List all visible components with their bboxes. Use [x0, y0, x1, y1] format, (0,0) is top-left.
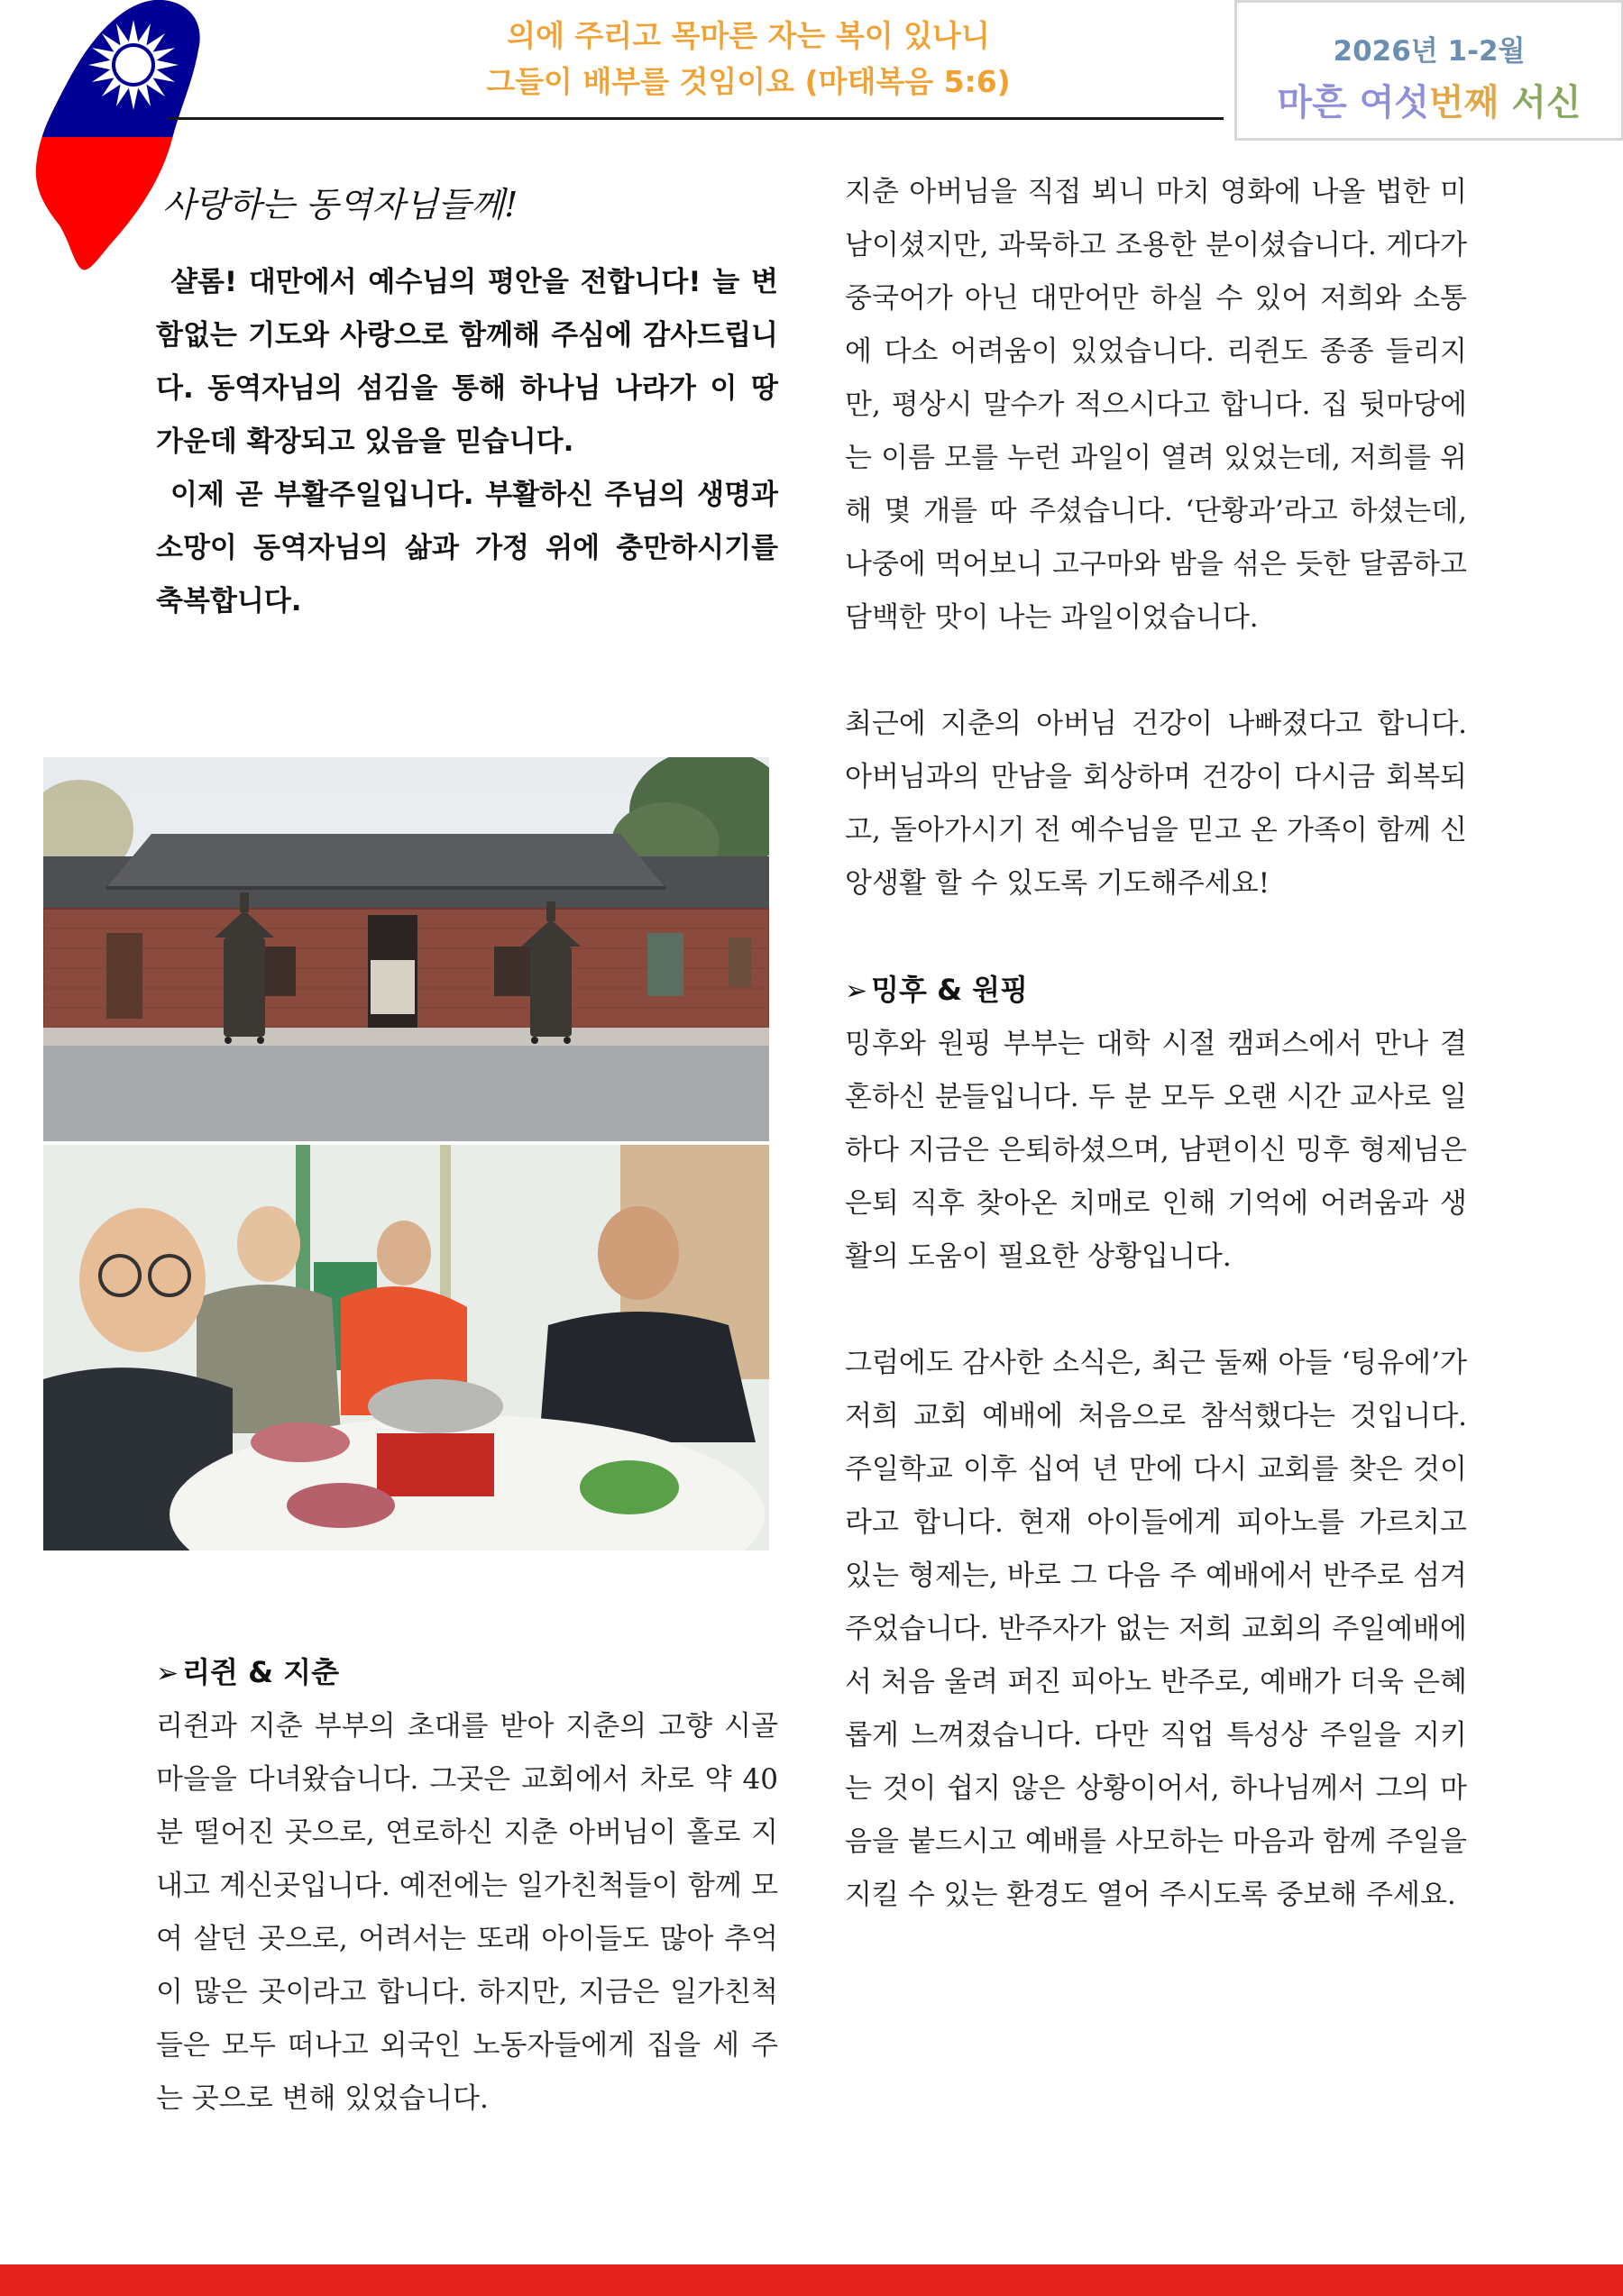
section-heading — [156, 1646, 778, 1700]
section-title: 밍후 & 원핑 — [871, 973, 1028, 1007]
taiwan-flag-map-icon — [27, 0, 207, 279]
right-column — [845, 166, 1467, 1922]
series-part-2: 번째 — [1429, 82, 1499, 123]
section-heading-minghu — [845, 964, 1467, 1018]
section2-paragraph-1: 밍후와 원핑 부부는 대학 시절 캠퍼스에서 만나 결혼하신 분들입니다. 두 분 모두 오랜 시간 교사로 일하다 지금은 은퇴하셨으며, 남편이신 밍후 형제님은 은퇴 직후 찾아온 치매로 인해 기억에 어려움과 생활의 도움이 필요한 상황입니다. — [845, 1028, 1467, 1273]
column2-paragraph-2: 최근에 지춘의 아버님 건강이 나빠졌다고 합니다. 아버님과의 만남을 회상하며 건강이 다시금 회복되고, 돌아가시기 전 예수님을 믿고 온 가족이 함께 신앙생활 할 수 있도록 기도해주세요! — [845, 708, 1467, 900]
lead-paragraph-2: 이제 곧 부활주일입니다. 부활하신 주님의 생명과 소망이 동역자님의 삶과 가정 위에 충만하시기를 축복합니다. — [156, 479, 778, 617]
header-divider — [167, 117, 1224, 120]
arrow-icon: ➢ — [845, 975, 868, 1007]
greeting: 사랑하는 동역자님들께! — [162, 185, 518, 224]
header-verse — [298, 13, 1199, 105]
village-house-photo — [43, 757, 769, 1141]
section-title: 리쥔 & 지춘 — [182, 1655, 339, 1689]
issue-box — [1234, 0, 1623, 141]
footer-bar — [0, 2264, 1623, 2296]
series-part-3: 서신 — [1499, 82, 1582, 123]
dinner-group-photo — [43, 1145, 769, 1550]
arrow-icon: ➢ — [156, 1658, 179, 1689]
issue-date: 2026년 1-2월 — [1333, 35, 1526, 68]
section1-paragraph-1: 리쥔과 지춘 부부의 초대를 받아 지춘의 고향 시골 마을을 다녀왔습니다. 그곳은 교회에서 차로 약 40분 떨어진 곳으로, 연로하신 지춘 아버님이 홀로 지내고 계신곳입니다. 예전에는 일가친척들이 함께 모여 살던 곳으로, 어려서는 또래 아이들도 많아 추억이 많은 곳이라고 합니다. 하지만, 지금은 일가친척들은 모두 떠나고 외국인 노동자들에게 집을 세 주는 곳으로 변해 있었습니다. — [156, 1710, 778, 2115]
verse-line-1: 의에 주리고 목마른 자는 복이 있나니 — [507, 18, 990, 53]
section-lijun-jichun — [156, 1646, 778, 2126]
verse-line-2: 그들이 배부를 것임이요 (마태복음 5:6) — [486, 64, 1011, 99]
issue-series — [1237, 74, 1621, 125]
section2-paragraph-2: 그럼에도 감사한 소식은, 최근 둘째 아들 ‘팅유에’가 저희 교회 예배에 처음으로 참석했다는 것입니다. 주일학교 이후 십여 년 만에 다시 교회를 찾은 것이라고 합니다. 현재 아이들에게 피아노를 가르치고 있는 형제는, 바로 그 다음 주 예배에서 반주로 섬겨 주었습니다. 반주자가 없는 저희 교회의 주일예배에서 처음 울려 퍼진 피아노 반주로, 예배가 더욱 은혜롭게 느껴졌습니다. 다만 직업 특성상 주일을 지키는 것이 쉽지 않은 상황이어서, 하나님께서 그의 마음을 붙드시고 예배를 사모하는 마음과 함께 주일을 지킬 수 있는 환경도 열어 주시도록 중보해 주세요. — [845, 1347, 1467, 1911]
series-part-1: 마흔 여섯 — [1277, 82, 1429, 123]
lead-paragraph-1: 샬롬! 대만에서 예수님의 평안을 전합니다! 늘 변함없는 기도와 사랑으로 함께해 주심에 감사드립니다. 동역자님의 섬김을 통해 하나님 나라가 이 땅 가운데 확장되고 있음을 믿습니다. — [156, 266, 778, 458]
lead-paragraphs — [156, 256, 778, 628]
column2-paragraph-1: 지춘 아버님을 직접 뵈니 마치 영화에 나올 법한 미남이셨지만, 과묵하고 조용한 분이셨습니다. 게다가 중국어가 아닌 대만어만 하실 수 있어 저희와 소통에 다소 어려움이 있었습니다. 리쥔도 종종 들리지만, 평상시 말수가 적으시다고 합니다. 집 뒷마당에는 이름 모를 누런 과일이 열려 있었는데, 저희를 위해 몇 개를 따 주셨습니다. ‘단황과’라고 하셨는데, 나중에 먹어보니 고구마와 밤을 섞은 듯한 달콤하고 담백한 맛이 나는 과일이었습니다. — [845, 176, 1467, 634]
